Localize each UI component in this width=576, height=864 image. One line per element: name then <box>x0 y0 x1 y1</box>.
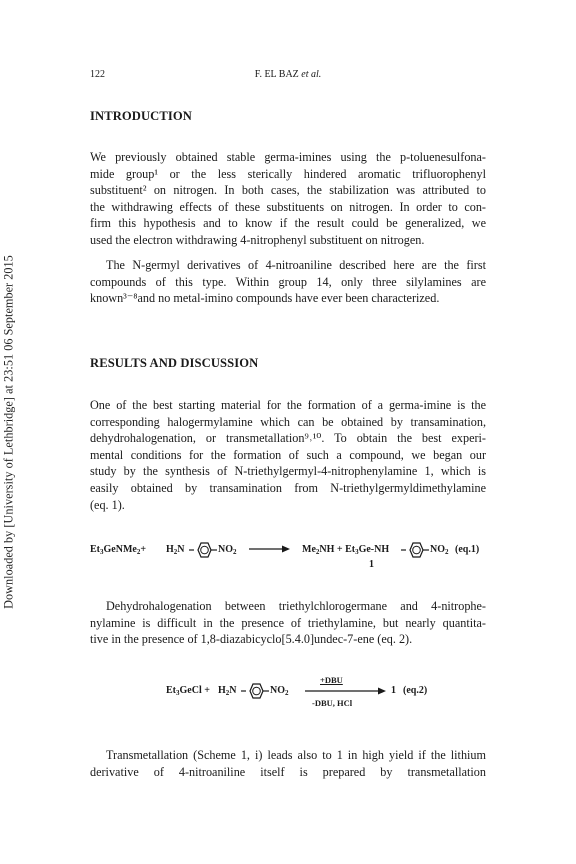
eq2-text: Et <box>166 685 176 696</box>
eq2-text: GeCl + <box>179 685 210 696</box>
text-line: The N-germyl derivatives of 4-nitroaniline described here are the first <box>106 258 486 272</box>
eq2-subscript: 3 <box>176 689 180 697</box>
text-line: One of the best starting material for the formation of a germa-imine is the <box>90 398 486 412</box>
eq1-text: NO <box>218 544 233 555</box>
eq2-subscript: 2 <box>225 689 230 697</box>
text-line: tive in the presence of 1,8-diazabicyclo[5.4.0]undec-7-ene (eq. 2). <box>90 632 413 647</box>
eq1-compound-number: 1 <box>369 559 374 570</box>
page-number: 122 <box>90 69 105 80</box>
text-line: We previously obtained stable germa-imines using the p-toluenesulfona- <box>90 150 486 164</box>
eq2-reagent-above: +DBU <box>320 675 343 685</box>
text-line: Dehydrohalogenation between triethylchlorogermane and 4-nitrophe- <box>106 599 486 613</box>
benzene-ring-icon <box>241 679 271 703</box>
eq1-text: Et <box>90 544 100 555</box>
eq1-subscript: 2 <box>173 548 178 556</box>
authors: F. EL BAZ <box>254 69 299 80</box>
eq1-text: H <box>166 544 174 555</box>
text-line: study by the synthesis of N-triethylgermyl-4-nitrophenylamine 1, which is <box>90 464 486 479</box>
text-line: derivative of 4-nitroaniline itself is prepared by transmetallation <box>90 764 486 779</box>
eq2-product: 1 <box>391 685 396 696</box>
eq2-reactant <box>166 685 210 697</box>
eq2-amine <box>218 685 237 697</box>
text-line: compounds of this type. Within group 14, only three silylamines are <box>90 274 486 289</box>
text-line: (eq. 1). <box>90 497 125 512</box>
eq1-text: NH + Et <box>319 544 356 555</box>
eq1-text: GeNMe <box>103 544 137 555</box>
text-line: mide group¹ or the less sterically hindered aromatic trifluorophenyl <box>90 166 486 181</box>
eq1-subscript: 3 <box>355 548 359 556</box>
text-line: known³⁻⁸and no metal-imino compounds have ever been characterized. <box>90 291 440 306</box>
text-line: dehydrohalogenation, or transmetallation⁹˒¹⁰. To obtain the best experi- <box>90 431 486 446</box>
eq2-text: N <box>229 685 237 696</box>
text-line: mental conditions for the formation of such a compound, we began our <box>90 447 486 462</box>
text-line: corresponding halogermylamine which can be obtained by transamination, <box>90 414 486 429</box>
results-paragraph-3 <box>90 747 486 780</box>
et-al: et al. <box>301 69 322 80</box>
text-line: firm this hypothesis and to know if the result could be generalized, we <box>90 216 486 231</box>
results-heading: RESULTS AND DISCUSSION <box>90 356 259 370</box>
reaction-arrow-icon <box>305 686 387 696</box>
text-line: nylamine is difficult in the presence of triethylamine, but nearly quantita- <box>90 615 486 630</box>
eq1-subscript: 2 <box>233 548 237 556</box>
eq2-subscript: 2 <box>285 689 289 697</box>
eq1-subscript: 3 <box>100 548 104 556</box>
eq2-text: H <box>218 685 226 696</box>
download-watermark-text: Downloaded by [University of Lethbridge] at 23:51 06 September 2015 <box>1 255 16 609</box>
eq1-text: Me <box>302 544 316 555</box>
eq1-label: (eq.1) <box>455 544 480 555</box>
eq1-subscript: 2 <box>315 548 320 556</box>
text-line: the withdrawing effects of these substituents on nitrogen. In order to con- <box>90 199 486 214</box>
text-line: easily obtained by transamination from N-triethylgermyldimethylamine <box>90 480 486 495</box>
text-line: used the electron withdrawing 4-nitrophenyl substituent on nitrogen. <box>90 232 425 247</box>
eq1-text: NO <box>430 544 445 555</box>
eq2-reagent-below: -DBU, HCl <box>312 698 353 708</box>
eq1-subscript: 2 <box>445 548 449 556</box>
eq1-text: N <box>177 544 185 555</box>
eq1-plus: + <box>140 544 147 555</box>
introduction-heading: INTRODUCTION <box>90 109 192 123</box>
eq2-label: (eq.2) <box>403 685 428 696</box>
eq2-text: NO <box>270 685 285 696</box>
text-line: substituent² on nitrogen. In both cases, the stabilization was attributed to <box>90 183 486 198</box>
eq1-subscript: 2 <box>136 548 141 556</box>
eq2-nitro <box>270 685 289 697</box>
eq1-text: Ge-NH <box>358 544 390 555</box>
text-line: Transmetallation (Scheme 1, i) leads also to 1 in high yield if the lithium <box>106 748 486 762</box>
